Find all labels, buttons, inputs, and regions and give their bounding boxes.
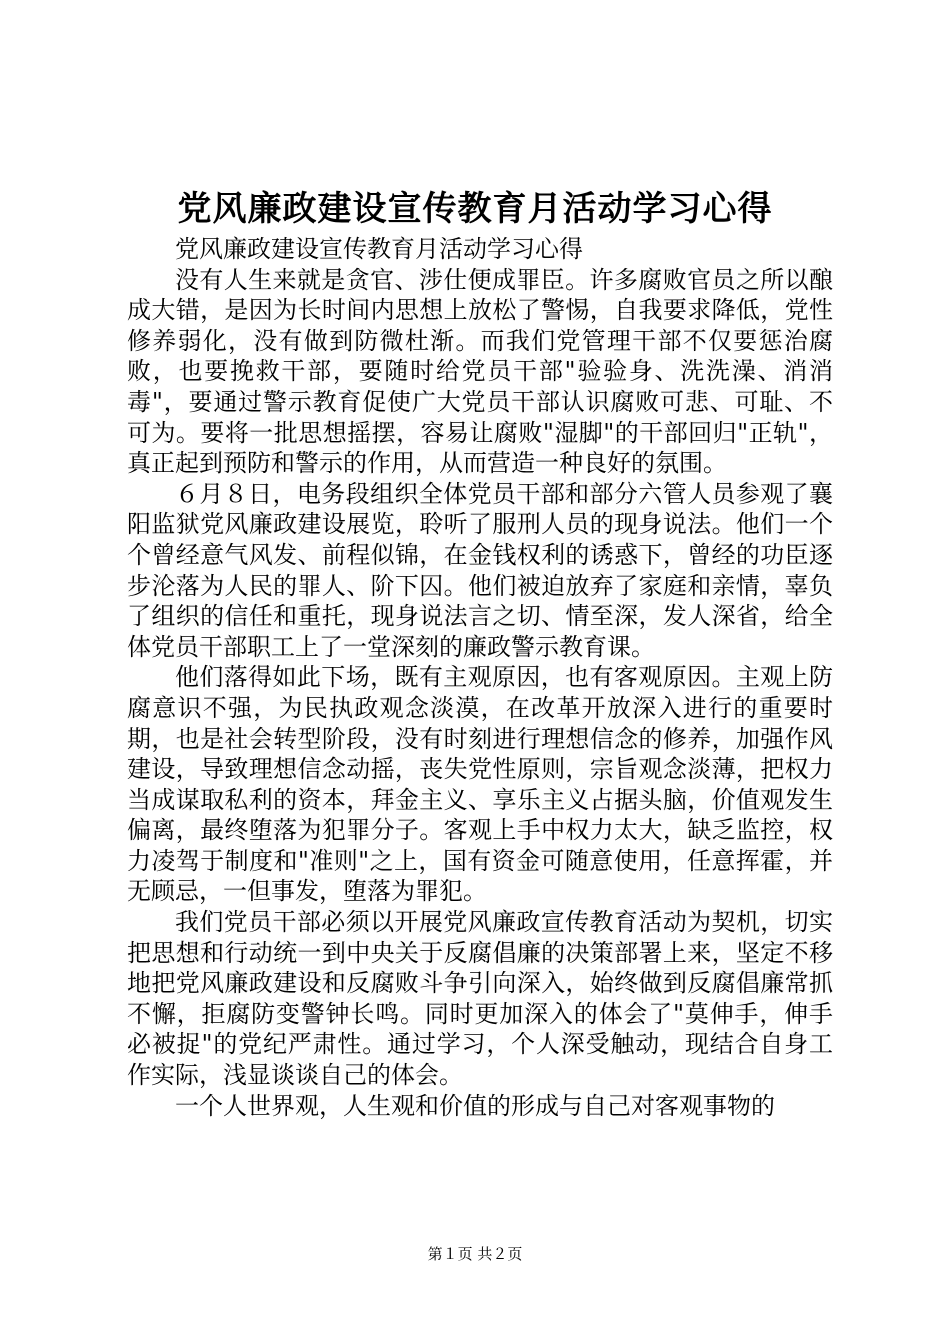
paragraph: 他们落得如此下场，既有主观原因，也有客观原因。主观上防腐意识不强，为民执政观念淡漠，在改革开放深入进行的重要时期，也是社会转型阶段，没有时刻进行理想信念的修养，加强作风建设，导致理想信念动摇，丧失党性原则，宗旨观念淡薄，把权力当成谋取私利的资本，拜金主义、享乐主义占据头脑，价值观发生偏离，最终堕落为犯罪分子。客观上手中权力太大，缺乏监控，权力凌驾于制度和"准则"之上，国有资金可随意使用，任意挥霍，并无顾忌，一但事发，堕落为罪犯。	[127, 663, 833, 906]
paragraph: ６月８日，电务段组织全体党员干部和部分六管人员参观了襄阳监狱党风廉政建设展览，聆听了服刑人员的现身说法。他们一个个曾经意气风发、前程似锦，在金钱权利的诱惑下，曾经的功臣逐步沦落为人民的罪人、阶下囚。他们被迫放弃了家庭和亲情，辜负了组织的信任和重托，现身说法言之切、情至深，发人深省，给全体党员干部职工上了一堂深刻的廉政警示教育课。	[127, 479, 833, 661]
document-body	[127, 234, 833, 1121]
paragraph-subtitle: 党风廉政建设宣传教育月活动学习心得	[175, 235, 583, 263]
paragraph: 一个人世界观，人生观和价值的形成与自己对客观事物的	[175, 1091, 775, 1120]
page-number-footer: 第１页 共２页	[427, 1245, 523, 1263]
document-title: 党风廉政建设宣传教育月活动学习心得	[177, 189, 773, 229]
paragraph: 我们党员干部必须以开展党风廉政宣传教育活动为契机，切实把思想和行动统一到中央关于反腐倡廉的决策部署上来，坚定不移地把党风廉政建设和反腐败斗争引向深入，始终做到反腐倡廉常抓不懈，拒腐防变警钟长鸣。同时更加深入的体会了"莫伸手，伸手必被捉"的党纪严肃性。通过学习，个人深受触动，现结合自身工作实际，浅显谈谈自己的体会。	[127, 908, 833, 1090]
paragraph: 没有人生来就是贪官、涉仕便成罪臣。许多腐败官员之所以酿成大错，是因为长时间内思想上放松了警惕，自我要求降低，党性修养弱化，没有做到防微杜渐。而我们党管理干部不仅要惩治腐败，也要挽救干部，要随时给党员干部"验验身、洗洗澡、消消毒"，要通过警示教育促使广大党员干部认识腐败可悲、可耻、不可为。要将一批思想摇摆，容易让腐败"湿脚"的干部回归"正轨"，真正起到预防和警示的作用，从而营造一种良好的氛围。	[127, 265, 833, 478]
